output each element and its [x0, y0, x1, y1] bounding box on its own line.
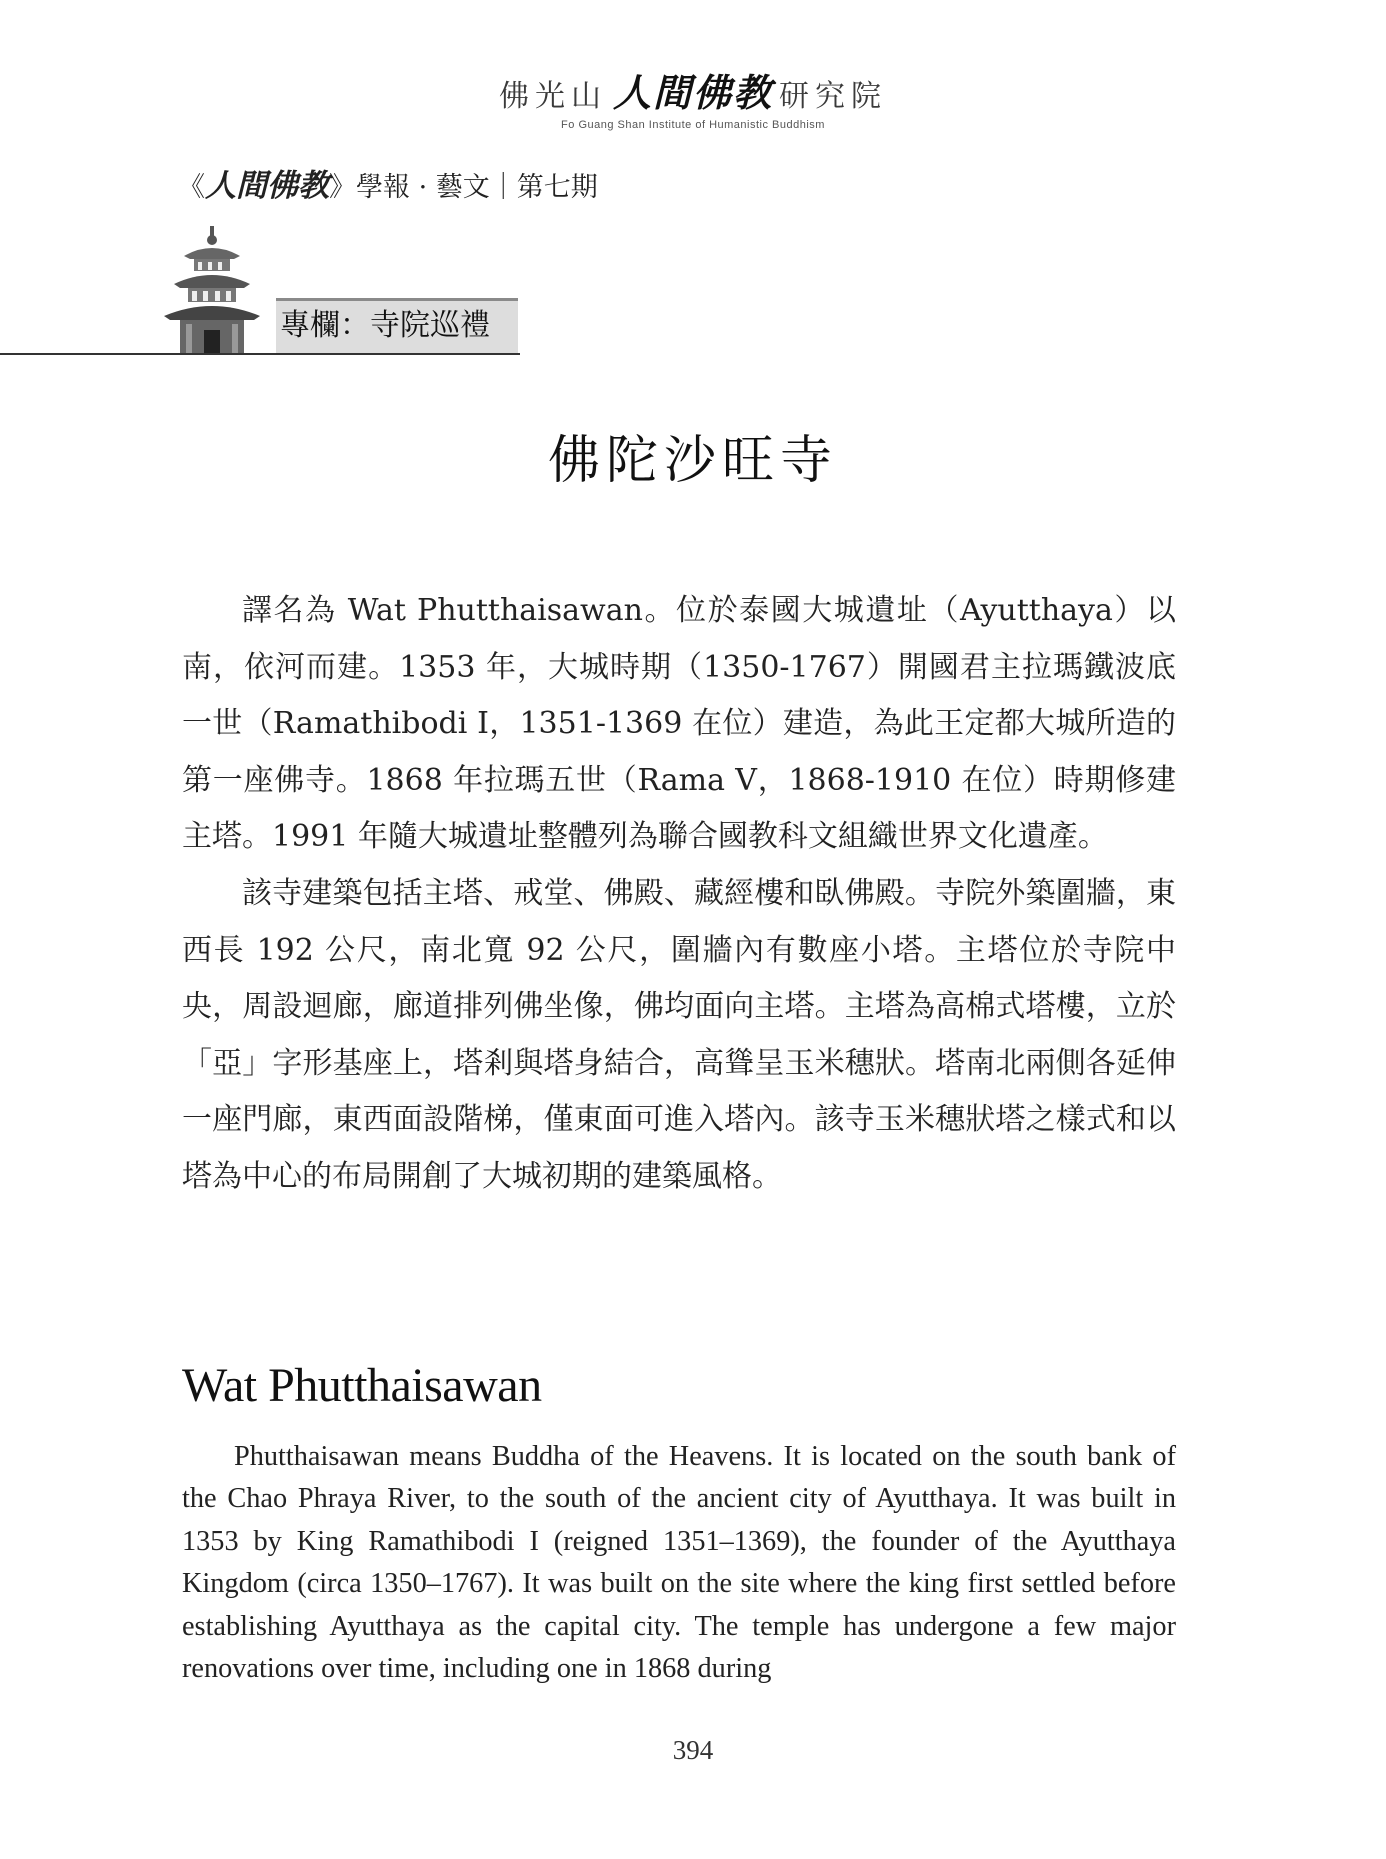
article-body-zh	[182, 583, 1176, 1206]
header-rule	[0, 353, 520, 355]
paragraph-zh-2: 該寺建築包括主塔、戒堂、佛殿、藏經樓和臥佛殿。寺院外築圍牆，東西長 192 公尺，南北寬 92 公尺，圍牆內有數座小塔。主塔位於寺院中央，周設迴廊，廊道排列佛坐像，佛均面向主塔。主塔為高棉式塔樓，立於「亞」字形基座上，塔剎與塔身結合，高聳呈玉米穗狀。塔南北兩側各延伸一座門廊，東西面設階梯，僅東面可進入塔內。該寺玉米穗狀塔之樣式和以塔為中心的布局開創了大城初期的建築風格。	[182, 875, 1176, 1194]
journal-brand: 人間佛教	[205, 168, 329, 204]
journal-open-bracket: 《	[178, 172, 205, 203]
article-title-zh: 佛陀沙旺寺	[547, 431, 838, 491]
institute-prefix: 佛光山	[498, 79, 607, 114]
journal-issue: 》學報 · 藝文｜第七期	[329, 172, 598, 203]
pagoda-icon	[162, 226, 262, 356]
paragraph-en-1: Phutthaisawan means Buddha of the Heavens. It is located on the south bank of the Chao Phraya River, to the south of the ancient city of Ayutthaya. It was built in 1353 by King Ramathibodi I (reigned 1351–1369), the founder of the Ayutthaya Kingdom (circa 1350–1767). It was built on the site where the king first settled before establishing Ayutthaya as the capital city. The temple has undergone a few major renovations over time, including one in 1868 during	[182, 1441, 1176, 1685]
column-label: 專欄：寺院巡禮	[280, 308, 490, 343]
institute-suffix: 研究院	[779, 79, 887, 114]
institute-name	[0, 62, 1386, 117]
article-body-en	[182, 1436, 1176, 1690]
institute-english-name: Fo Guang Shan Institute of Humanistic Buddhism	[561, 119, 825, 131]
page-number: 394	[672, 1735, 714, 1765]
institute-header	[0, 62, 1386, 131]
institute-brand-logo: 人間佛教	[612, 70, 773, 115]
journal-running-head	[178, 160, 598, 205]
paragraph-zh-1: 譯名為 Wat Phutthaisawan。位於泰國大城遺址（Ayutthaya）以南，依河而建。1353 年，大城時期（1350-1767）開國君主拉瑪鐵波底一世（Ramathibodi I，1351-1369 在位）建造，為此王定都大城所造的第一座佛寺。1868 年拉瑪五世（Rama V，1868-1910 在位）時期修建主塔。1991 年隨大城遺址整體列為聯合國教科文組織世界文化遺產。	[182, 593, 1176, 855]
article-title-en: Wat Phutthaisawan	[182, 1359, 542, 1412]
